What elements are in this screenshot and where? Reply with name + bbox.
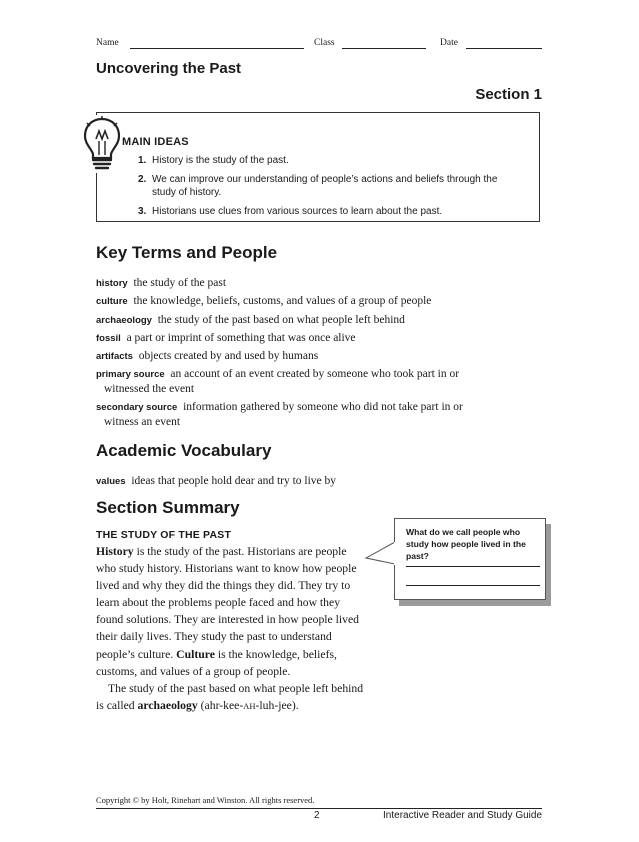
summary-text [96, 543, 368, 715]
date-field[interactable] [466, 48, 542, 49]
term-culture: culture the knowledge, beliefs, customs, and values of a group of people [96, 295, 432, 307]
section-label: Section 1 [475, 86, 542, 103]
class-label: Class [314, 38, 335, 48]
section-summary-heading: Section Summary [96, 498, 240, 517]
lightbulb-icon [82, 115, 122, 173]
summary-subheading: THE STUDY OF THE PAST [96, 529, 232, 541]
academic-vocabulary-heading: Academic Vocabulary [96, 441, 272, 460]
name-field[interactable] [130, 48, 304, 49]
main-idea-1: 1. History is the study of the past. [138, 155, 289, 166]
term-secondary-source: secondary source information gathered by someone who did not take part in or witness an event [96, 401, 463, 428]
answer-line-2[interactable] [406, 585, 540, 586]
question-text: What do we call people who study how people lived in the past? [406, 527, 526, 561]
guide-title: Interactive Reader and Study Guide [383, 810, 542, 821]
main-ideas-heading: MAIN IDEAS [122, 136, 189, 148]
page-title: Uncovering the Past [96, 60, 242, 77]
term-artifacts: artifacts objects created by and used by humans [96, 350, 319, 362]
date-label: Date [440, 38, 458, 48]
main-idea-2: 2. We can improve our understanding of people’s actions and beliefs through the study of history. [138, 174, 498, 198]
summary-paragraph-2: The study of the past based on what people left behind is called archaeology (ahr-kee-AH-luh-jee). [96, 681, 364, 712]
page-number: 2 [314, 810, 320, 821]
footer-divider [96, 808, 542, 809]
main-idea-3: 3. Historians use clues from various sources to learn about the past. [138, 206, 443, 217]
student-info-header [96, 38, 542, 52]
term-primary-source: primary source an account of an event created by someone who took part in or witnessed the event [96, 368, 460, 395]
key-terms-heading: Key Terms and People [96, 243, 278, 262]
speech-bubble-tail [364, 540, 400, 570]
name-label: Name [96, 38, 119, 48]
term-fossil: fossil a part or imprint of something that was once alive [96, 332, 356, 344]
term-history: history the study of the past [96, 277, 227, 289]
copyright: Copyright © by Holt, Rinehart and Winston. All rights reserved. [96, 795, 315, 805]
answer-line-1[interactable] [406, 566, 540, 567]
class-field[interactable] [342, 48, 426, 49]
term-archaeology: archaeology the study of the past based on what people left behind [96, 314, 405, 326]
summary-paragraph-1: History is the study of the past. Historians are people who study history. Historians want to know how people lived and why they did the things they did. They try to learn about the problems people faced and how they found solutions. They are interested in how people lived their daily lives. They study the past to understand people’s culture. Culture is the knowledge, beliefs, customs, and values of a group of people. [96, 545, 360, 678]
term-values: values ideas that people hold dear and try to live by [96, 475, 337, 487]
